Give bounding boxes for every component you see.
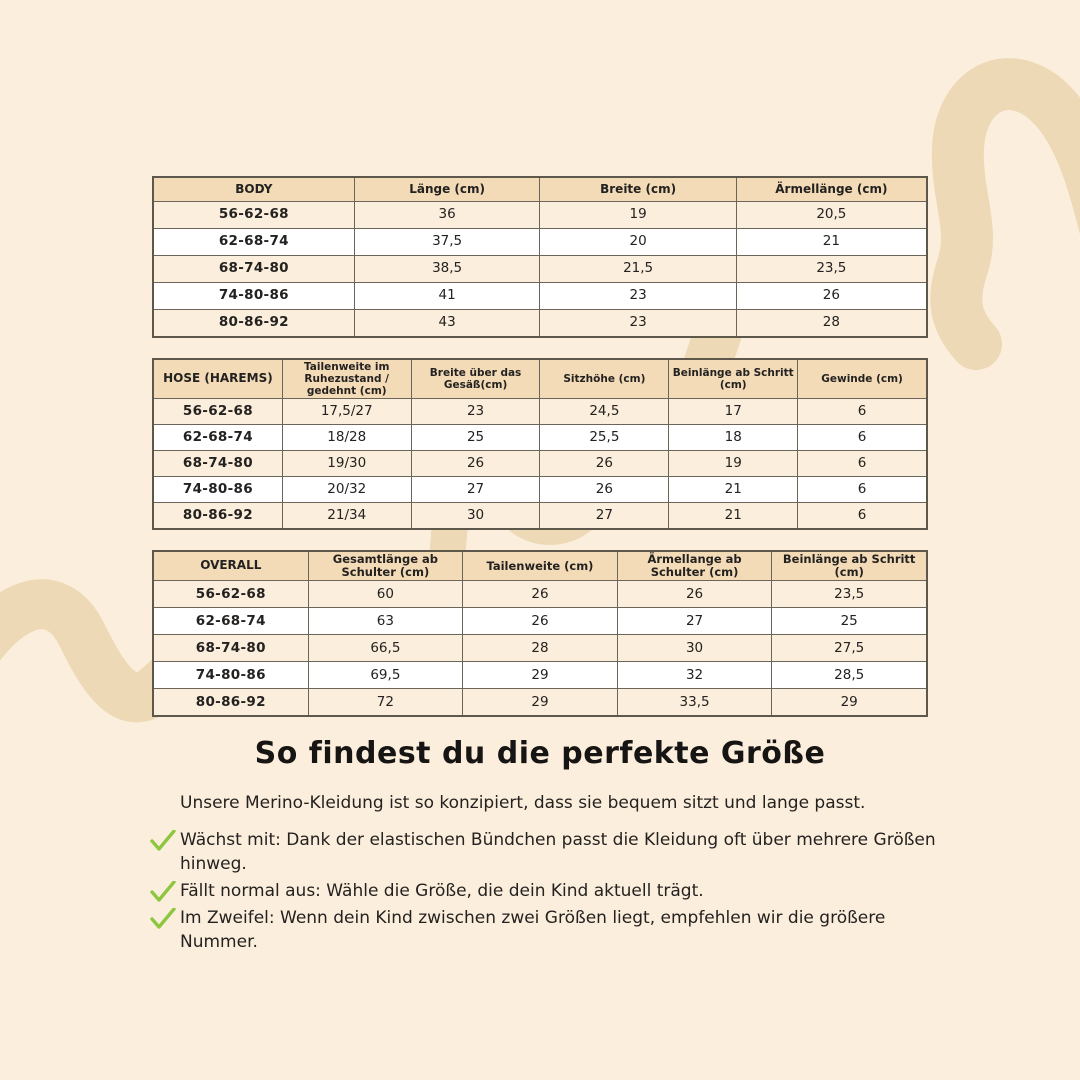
table-row xyxy=(153,229,927,256)
section-heading: So findest du die perfekte Größe xyxy=(254,736,826,771)
value-cell: 20 xyxy=(540,229,736,256)
header-cell: Beinlänge ab Schritt (cm) xyxy=(669,359,798,399)
size-cell: 80-86-92 xyxy=(153,689,308,717)
size-cell: 74-80-86 xyxy=(153,662,308,689)
size-cell: 68-74-80 xyxy=(153,451,282,477)
size-cell: 74-80-86 xyxy=(153,477,282,503)
value-cell: 23 xyxy=(540,310,736,338)
body-table-header xyxy=(153,177,927,202)
value-cell: 25 xyxy=(772,608,927,635)
value-cell: 66,5 xyxy=(308,635,463,662)
value-cell: 21,5 xyxy=(540,256,736,283)
hose-table-body xyxy=(153,399,927,530)
value-cell: 37,5 xyxy=(354,229,540,256)
table-row xyxy=(153,689,927,717)
value-cell: 41 xyxy=(354,283,540,310)
overall-table-body xyxy=(153,581,927,717)
table-row xyxy=(153,256,927,283)
header-cell: BODY xyxy=(153,177,354,202)
value-cell: 28,5 xyxy=(772,662,927,689)
value-cell: 19/30 xyxy=(282,451,411,477)
value-cell: 26 xyxy=(540,477,669,503)
header-row xyxy=(153,359,927,399)
value-cell: 63 xyxy=(308,608,463,635)
header-cell: OVERALL xyxy=(153,551,308,581)
value-cell: 60 xyxy=(308,581,463,608)
header-cell: Länge (cm) xyxy=(354,177,540,202)
intro-text: Unsere Merino-Kleidung ist so konzipiert, dass sie bequem sitzt und lange passt. xyxy=(180,793,866,813)
table-row xyxy=(153,477,927,503)
value-cell: 26 xyxy=(463,581,618,608)
value-cell: 27,5 xyxy=(772,635,927,662)
value-cell: 23,5 xyxy=(736,256,927,283)
value-cell: 18/28 xyxy=(282,425,411,451)
table-row xyxy=(153,503,927,530)
header-row xyxy=(153,177,927,202)
value-cell: 20/32 xyxy=(282,477,411,503)
header-cell: Gesamtlänge ab Schulter (cm) xyxy=(308,551,463,581)
value-cell: 29 xyxy=(463,662,618,689)
value-cell: 33,5 xyxy=(617,689,772,717)
header-cell: Breite (cm) xyxy=(540,177,736,202)
value-cell: 20,5 xyxy=(736,202,927,229)
value-cell: 21 xyxy=(669,477,798,503)
check-icon xyxy=(150,830,180,852)
value-cell: 25 xyxy=(411,425,540,451)
table-row xyxy=(153,608,927,635)
header-cell: HOSE (HAREMS) xyxy=(153,359,282,399)
value-cell: 19 xyxy=(669,451,798,477)
table-row xyxy=(153,310,927,338)
value-cell: 28 xyxy=(463,635,618,662)
value-cell: 17 xyxy=(669,399,798,425)
value-cell: 21 xyxy=(736,229,927,256)
value-cell: 69,5 xyxy=(308,662,463,689)
size-cell: 56-62-68 xyxy=(153,202,354,229)
size-cell: 80-86-92 xyxy=(153,310,354,338)
value-cell: 18 xyxy=(669,425,798,451)
header-cell: Ärmellange ab Schulter (cm) xyxy=(617,551,772,581)
value-cell: 6 xyxy=(798,425,927,451)
body-size-table xyxy=(152,176,928,338)
bullet-item xyxy=(150,906,960,954)
table-row xyxy=(153,662,927,689)
value-cell: 27 xyxy=(617,608,772,635)
value-cell: 6 xyxy=(798,399,927,425)
value-cell: 23 xyxy=(540,283,736,310)
bullet-item xyxy=(150,828,960,876)
value-cell: 21/34 xyxy=(282,503,411,530)
body-table-body xyxy=(153,202,927,338)
value-cell: 25,5 xyxy=(540,425,669,451)
size-cell: 74-80-86 xyxy=(153,283,354,310)
bullet-text: Fällt normal aus: Wähle die Größe, die dein Kind aktuell trägt. xyxy=(180,881,704,901)
size-cell: 62-68-74 xyxy=(153,608,308,635)
overall-table-header xyxy=(153,551,927,581)
size-cell: 56-62-68 xyxy=(153,399,282,425)
value-cell: 32 xyxy=(617,662,772,689)
value-cell: 6 xyxy=(798,503,927,530)
size-cell: 56-62-68 xyxy=(153,581,308,608)
header-cell: Breite über das Gesäß(cm) xyxy=(411,359,540,399)
value-cell: 23,5 xyxy=(772,581,927,608)
header-row xyxy=(153,551,927,581)
value-cell: 24,5 xyxy=(540,399,669,425)
check-icon xyxy=(150,908,180,930)
bullet-text: Wächst mit: Dank der elastischen Bündchen passt die Kleidung oft über mehrere Größen hinweg. xyxy=(180,830,936,874)
hose-size-table xyxy=(152,358,928,530)
bullet-item xyxy=(150,879,960,903)
value-cell: 19 xyxy=(540,202,736,229)
squiggle-top-right xyxy=(956,84,1080,344)
value-cell: 26 xyxy=(411,451,540,477)
hose-table-header xyxy=(153,359,927,399)
value-cell: 27 xyxy=(540,503,669,530)
value-cell: 43 xyxy=(354,310,540,338)
table-row xyxy=(153,581,927,608)
size-cell: 80-86-92 xyxy=(153,503,282,530)
value-cell: 6 xyxy=(798,451,927,477)
table-row xyxy=(153,202,927,229)
value-cell: 26 xyxy=(617,581,772,608)
table-row xyxy=(153,425,927,451)
header-cell: Tailenweite im Ruhezustand / gedehnt (cm) xyxy=(282,359,411,399)
value-cell: 30 xyxy=(617,635,772,662)
table-row xyxy=(153,635,927,662)
size-cell: 68-74-80 xyxy=(153,635,308,662)
value-cell: 21 xyxy=(669,503,798,530)
value-cell: 38,5 xyxy=(354,256,540,283)
size-cell: 68-74-80 xyxy=(153,256,354,283)
value-cell: 26 xyxy=(540,451,669,477)
check-icon xyxy=(150,881,180,903)
value-cell: 36 xyxy=(354,202,540,229)
value-cell: 29 xyxy=(772,689,927,717)
value-cell: 28 xyxy=(736,310,927,338)
value-cell: 17,5/27 xyxy=(282,399,411,425)
header-cell: Beinlänge ab Schritt (cm) xyxy=(772,551,927,581)
size-cell: 62-68-74 xyxy=(153,229,354,256)
header-cell: Sitzhöhe (cm) xyxy=(540,359,669,399)
table-row xyxy=(153,451,927,477)
size-cell: 62-68-74 xyxy=(153,425,282,451)
value-cell: 26 xyxy=(736,283,927,310)
value-cell: 30 xyxy=(411,503,540,530)
value-cell: 23 xyxy=(411,399,540,425)
header-cell: Gewinde (cm) xyxy=(798,359,927,399)
value-cell: 72 xyxy=(308,689,463,717)
value-cell: 29 xyxy=(463,689,618,717)
header-cell: Ärmellänge (cm) xyxy=(736,177,927,202)
overall-size-table xyxy=(152,550,928,717)
value-cell: 27 xyxy=(411,477,540,503)
value-cell: 26 xyxy=(463,608,618,635)
bullet-text: Im Zweifel: Wenn dein Kind zwischen zwei Größen liegt, empfehlen wir die größere Nummer. xyxy=(180,908,886,952)
table-row xyxy=(153,399,927,425)
value-cell: 6 xyxy=(798,477,927,503)
size-guide-text-block xyxy=(150,792,960,957)
table-row xyxy=(153,283,927,310)
header-cell: Tailenweite (cm) xyxy=(463,551,618,581)
